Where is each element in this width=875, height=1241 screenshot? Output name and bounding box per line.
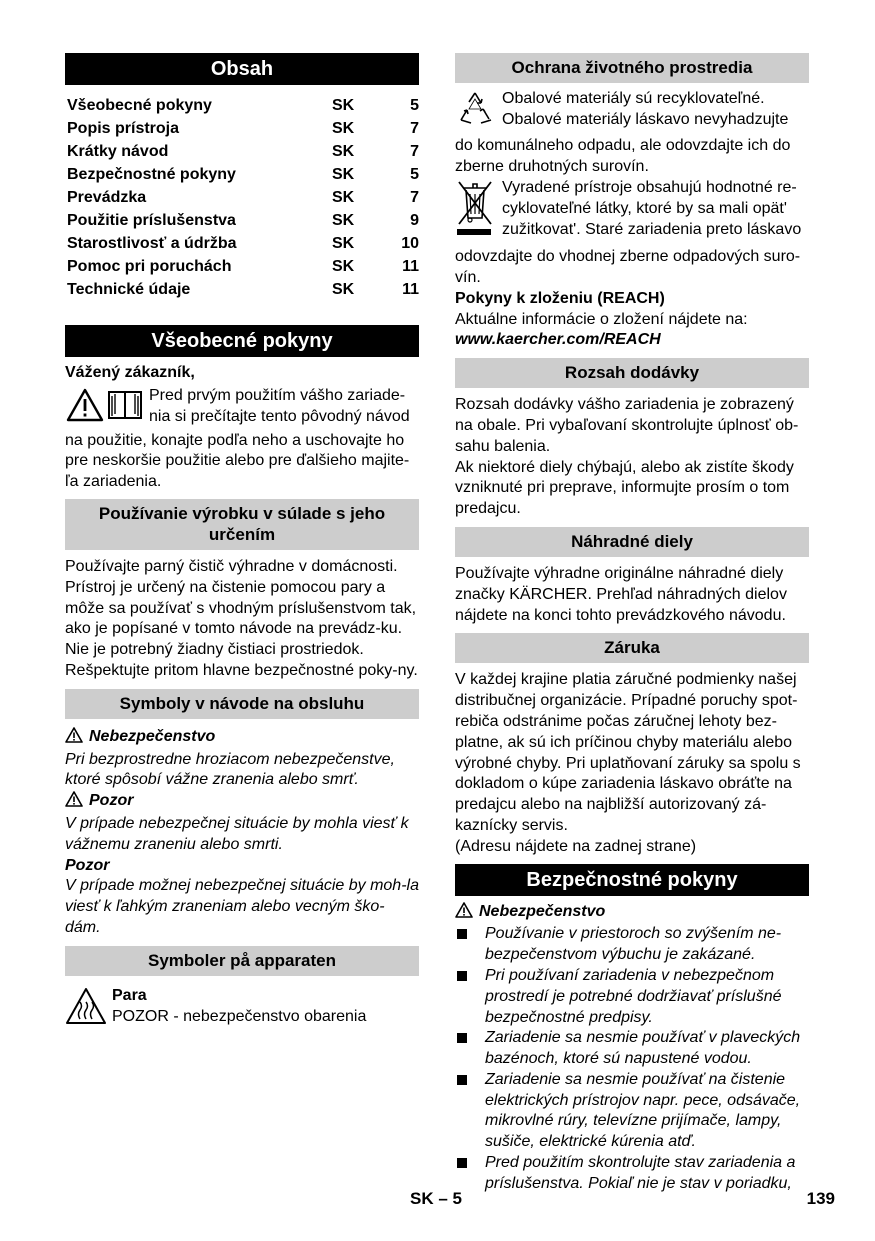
toc-entry-lang: SK <box>332 189 355 206</box>
warranty-note: (Adresu nájdete na zadnej strane) <box>455 837 697 855</box>
toc-entry-page: 7 <box>410 120 419 137</box>
reach-url[interactable]: www.kaercher.com/REACH <box>455 331 661 349</box>
list-item <box>455 1153 809 1195</box>
weee-line-1: Vyradené prístroje obsahujú hodnotné re- <box>502 179 797 197</box>
toc-entry-lang: SK <box>332 235 355 252</box>
bullet-square-icon <box>457 929 467 939</box>
toc-row[interactable] <box>65 186 419 209</box>
intro-block <box>65 386 419 431</box>
scope-text-1: Rozsah dodávky vášho zariadenia je zobrazený na obale. Pri vybaľovaní skontrolujte úplnosť ob-sahu balenia. <box>455 396 799 455</box>
safety-danger-label: Nebezpečenstvo <box>479 902 606 920</box>
read-manual-icon <box>65 386 149 431</box>
intro-line-2: nia si prečítajte tento pôvodný návod <box>149 407 410 425</box>
toc-row[interactable] <box>65 163 419 186</box>
list-item <box>455 924 809 966</box>
safety-title: Bezpečnostné pokyny <box>455 864 809 896</box>
scope-title: Rozsah dodávky <box>455 358 809 388</box>
toc-entry-title: Použitie príslušenstva <box>67 212 236 229</box>
steam-text: POZOR - nebezpečenstvo obarenia <box>112 1007 367 1025</box>
caution-text: V prípade nebezpečnej situácie by mohla viesť k vážnemu zraneniu alebo smrti. <box>65 814 409 853</box>
list-item-text: Pred použitím skontrolujte stav zariadenia a príslušenstva. Pokiaľ nie je stav v poriadku, <box>485 1154 796 1192</box>
reach-text: Aktuálne informácie o zložení nájdete na: <box>455 310 748 328</box>
toc-entry-title: Technické údaje <box>67 281 191 298</box>
list-item-text: Zariadenie sa nesmie používať na čistenie elektrických prístrojov napr. pece, odsávače, mikrovlné rúry, televízne prijímače, lampy, sušiče, elektrické kúrenia atď. <box>485 1070 801 1151</box>
recycling-icon <box>455 89 502 136</box>
warning-triangle-icon <box>65 791 83 814</box>
toc-title: Obsah <box>65 53 419 85</box>
toc-entry-page: 7 <box>410 143 419 160</box>
warranty-title: Záruka <box>455 633 809 663</box>
usage-title: Používanie výrobku v súlade s jeho určením <box>65 499 419 550</box>
list-item-text: Používanie v priestoroch so zvýšením ne-bezpečenstvom výbuchu je zakázané. <box>485 925 782 964</box>
footer-page-label: SK – 5 <box>410 1189 462 1208</box>
toc-entry-page: 10 <box>401 235 419 252</box>
toc-entry-title: Starostlivosť a údržba <box>67 235 237 252</box>
reach-title: Pokyny k zloženiu (REACH) <box>455 289 665 307</box>
toc-row[interactable] <box>65 117 419 140</box>
warning-triangle-icon <box>65 727 83 750</box>
toc-entry-lang: SK <box>332 143 355 160</box>
danger-heading <box>65 727 419 750</box>
toc-entry-title: Pomoc pri poruchách <box>67 258 232 275</box>
toc-entry-lang: SK <box>332 281 355 298</box>
scope-text-2: Ak niektoré diely chýbajú, alebo ak zistíte škody vzniknuté pri preprave, informujte prosím o tom predajcu. <box>455 458 794 518</box>
toc-entry-title: Krátky návod <box>67 143 169 160</box>
bullet-square-icon <box>457 1158 467 1168</box>
bullet-square-icon <box>457 971 467 981</box>
caution2-text: V prípade možnej nebezpečnej situácie by moh-la viesť k ľahkým zraneniam alebo vecným ško-dám. <box>65 877 419 936</box>
general-title: Všeobecné pokyny <box>65 325 419 357</box>
weee-line-3: zužitkovat'. Staré zariadenia preto láskavo <box>502 220 802 238</box>
toc-row[interactable] <box>65 255 419 278</box>
toc-entry-page: 9 <box>410 212 419 229</box>
toc-row[interactable] <box>65 209 419 232</box>
intro-text: na použitie, konajte podľa neho a uschovajte ho pre neskoršie použitie alebo pre ďalšieho majite-ľa zariadenia. <box>65 431 410 491</box>
toc-entry-lang: SK <box>332 97 355 114</box>
danger-label: Nebezpečenstvo <box>89 727 216 745</box>
toc-entry-lang: SK <box>332 212 355 229</box>
list-item <box>455 966 809 1028</box>
toc-entry-lang: SK <box>332 166 355 183</box>
caution-heading <box>65 791 419 814</box>
danger-text: Pri bezprostredne hroziacom nebezpečenstve, ktoré spôsobí vážne zranenia alebo smrť. <box>65 750 395 789</box>
usage-text: Používajte parný čistič výhradne v domácnosti. Prístroj je určený na čistenie pomocou pary a môže sa používať s vhodným príslušenstvom tak, ako je popísané v tomto návode na prevádz-ku. Nie je potrebný žiadny čistiaci prostriedok. Rešpektujte pritom hlavne bezpečnostné poky-ny. <box>65 557 418 679</box>
toc-entry-lang: SK <box>332 258 355 275</box>
toc-entry-title: Popis prístroja <box>67 120 180 137</box>
bullet-square-icon <box>457 1075 467 1085</box>
crossed-bin-icon <box>455 178 502 247</box>
env-line-1: Obalové materiály sú recyklovateľné. <box>502 90 765 107</box>
footer-page-number: 139 <box>806 1189 835 1208</box>
right-column <box>455 53 809 1195</box>
env-text: do komunálneho odpadu, ale odovzdajte ich do zberne druhotných surovín. <box>455 136 791 175</box>
warning-triangle-icon <box>455 902 473 925</box>
caution-label: Pozor <box>89 792 134 810</box>
symbols-title: Symboly v návode na obsluhu <box>65 689 419 719</box>
safety-list <box>455 924 809 1194</box>
intro-line-1: Pred prvým použitím vášho zariade- <box>149 386 406 404</box>
toc-entry-title: Prevádzka <box>67 189 147 206</box>
parts-text: Používajte výhradne originálne náhradné diely značky KÄRCHER. Prehľad náhradných dielov nájdete na konci tohto prevádzkového návodu. <box>455 564 787 624</box>
hot-steam-icon <box>65 986 112 1033</box>
toc-list <box>65 94 419 301</box>
warranty-text: V každej krajine platia záručné podmienky našej distribučnej organizácie. Prípadné poruchy spot-rebiča odstránime počas záručnej lehoty bez-platne, ak sú ich príčinou chyby materiálu alebo výrobné chyby. Pri uplatňovaní záruky sa spolu s dokladom o kúpe zariadenia láskavo obráťte na predajcu alebo na najbližší autorizovaný zá-kaznícky servis. <box>455 671 801 834</box>
toc-entry-page: 11 <box>402 281 419 298</box>
safety-danger-heading <box>455 902 809 925</box>
toc-entry-title: Všeobecné pokyny <box>67 97 212 114</box>
greeting: Vážený zákazník, <box>65 364 195 381</box>
toc-row[interactable] <box>65 278 419 301</box>
toc-entry-page: 5 <box>410 166 419 183</box>
env-line-2: Obalové materiály láskavo nevyhadzujte <box>502 110 789 128</box>
steam-block <box>65 986 419 1033</box>
toc-entry-title: Bezpečnostné pokyny <box>67 166 236 183</box>
bullet-square-icon <box>457 1033 467 1043</box>
steam-label: Para <box>112 986 147 1004</box>
weee-line-2: cyklovateľné látky, ktoré by sa mali opät' <box>502 200 787 218</box>
apparatus-title: Symboler på apparaten <box>65 946 419 976</box>
list-item <box>455 1070 809 1153</box>
caution2-label: Pozor <box>65 856 110 874</box>
list-item <box>455 1028 809 1070</box>
toc-entry-lang: SK <box>332 120 355 137</box>
toc-entry-page: 5 <box>410 97 419 114</box>
list-item-text: Zariadenie sa nesmie používať v plaveckých bazénoch, ktoré sú napustené vodou. <box>485 1029 801 1068</box>
recycle-block <box>455 89 809 136</box>
toc-entry-page: 11 <box>402 258 419 275</box>
toc-entry-page: 7 <box>410 189 419 206</box>
toc-row[interactable] <box>65 94 419 117</box>
env-title: Ochrana životného prostredia <box>455 53 809 83</box>
list-item-text: Pri používaní zariadenia v nebezpečnom prostredí je potrebné dodržiavať príslušné bezpečnostné predpisy. <box>485 966 782 1026</box>
toc-row[interactable] <box>65 140 419 163</box>
weee-text: odovzdajte do vhodnej zberne odpadových suro-vín. <box>455 248 801 286</box>
parts-title: Náhradné diely <box>455 527 809 557</box>
weee-block <box>455 178 809 247</box>
left-column <box>65 53 419 1033</box>
toc-row[interactable] <box>65 232 419 255</box>
